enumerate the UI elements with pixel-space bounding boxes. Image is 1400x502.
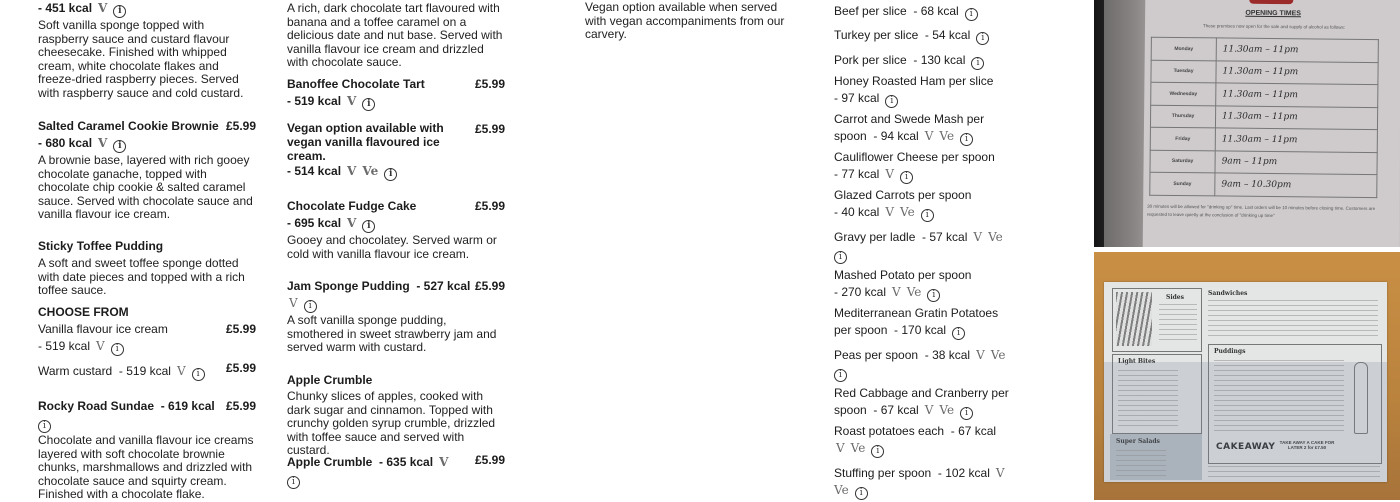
info-circle-icon[interactable]: i	[113, 140, 126, 153]
menu-item	[38, 118, 256, 222]
carvery-item: Cauliflower Cheese per spoon - 77 kcal V i	[834, 150, 995, 182]
vegetarian-icon: V	[885, 205, 895, 219]
vegan-note: Vegan option available when served with vegan accompaniments from our carvery.	[585, 0, 785, 41]
carvery-item: Beef per slice - 68 kcal i	[834, 3, 1009, 21]
placemat: Sides Sandwiches Light Bites Puddings CAKEAWAY TAKE AWAY A CAKE FOR LATER 2 for £7.50 Super Salads	[1104, 282, 1387, 482]
carvery-item: Mediterranean Gratin Potatoes per spoon - 170 kcal i	[834, 306, 999, 338]
vegetarian-icon: V	[976, 348, 985, 362]
vegan-icon: Ve	[939, 129, 955, 143]
item-price: £5.99	[474, 122, 505, 136]
vegetarian-icon: V	[347, 94, 357, 108]
info-circle-icon[interactable]: i	[834, 369, 847, 382]
menu-item	[287, 454, 505, 489]
kcal: - 695 kcal	[287, 216, 342, 230]
carvery-item: Peas per spoon - 38 kcal V Ve i	[834, 348, 1006, 380]
menu-item	[287, 76, 505, 111]
vegetarian-icon: V	[98, 1, 108, 15]
fries-illustration	[1116, 292, 1152, 346]
item-price: £5.99	[474, 199, 505, 213]
menu-item	[287, 198, 505, 261]
vegetarian-icon: V	[439, 455, 449, 469]
hours-table: Monday 11.30am – 11pm Tuesday 11.30am – 11pm Wednesday 11.30am – 11pm Thursday 11.30am – 11pm Friday 11.30am – 11pm Saturday 9am – 11pm Sunday 9am – 10.30pm	[1149, 37, 1379, 198]
cakeaway-label: CAKEAWAY	[1216, 442, 1276, 452]
vegan-icon: Ve	[990, 348, 1006, 362]
menu-item-continued	[38, 0, 256, 100]
kcal: - 635 kcal	[379, 455, 434, 469]
carvery-item: Stuffing per spoon - 102 kcal V Ve i	[834, 466, 1005, 498]
item-price: £5.99	[225, 361, 256, 375]
vegetarian-icon: V	[347, 164, 357, 178]
vegan-icon: Ve	[906, 285, 922, 299]
item-name: Salted Caramel Cookie Brownie	[38, 119, 219, 133]
photo-placemat-menu[interactable]	[1094, 252, 1400, 500]
item-description: Chocolate and vanilla flavour ice creams layered with soft chocolate brownie chunks, marshmallows and drizzled with chocolate sauce and squirty cream. Finished with a chocolate flake.	[38, 433, 254, 501]
item-description: A brownie base, layered with rich gooey chocolate ganache, topped with chocolate chip cookie & salted caramel sauce. Served with chocolate sauce and vanilla flavour ice cream.	[38, 153, 253, 221]
cakeaway-offer: TAKE AWAY A CAKE FOR LATER 2 for £7.50	[1279, 440, 1335, 450]
kcal: - 619 kcal	[160, 399, 215, 413]
menu-item	[38, 238, 256, 298]
info-circle-icon[interactable]: i	[111, 343, 124, 356]
info-circle-icon[interactable]: i	[362, 98, 375, 111]
item-name: Chocolate Fudge Cake	[287, 199, 417, 213]
hand-shadow	[1104, 362, 1387, 482]
menu-item	[287, 121, 505, 181]
kcal: - 514 kcal	[287, 164, 342, 178]
photo-opening-times[interactable]	[1094, 0, 1400, 247]
kcal: - 451 kcal	[38, 1, 93, 15]
vegan-icon: Ve	[939, 403, 955, 417]
kcal: - 680 kcal	[38, 136, 93, 150]
carvery-item: Turkey per slice - 54 kcal i	[834, 27, 1009, 45]
vegetarian-icon: V	[995, 466, 1005, 480]
vegan-icon: Ve	[850, 441, 866, 455]
info-circle-icon[interactable]: i	[952, 327, 965, 340]
vegetarian-icon: V	[924, 403, 934, 417]
item-name: Rocky Road Sundae	[38, 399, 155, 413]
menu-item	[38, 360, 256, 381]
info-circle-icon[interactable]: i	[965, 8, 978, 21]
info-circle-icon[interactable]: i	[927, 289, 940, 302]
menu-item	[287, 278, 505, 355]
item-description: A soft and sweet toffee sponge dotted with date pieces and topped with a rich toffee sauce.	[38, 256, 245, 297]
carvery-item: Roast potatoes each - 67 kcal V Ve i	[834, 424, 997, 456]
carvery-item: Gravy per ladle - 57 kcal V Ve i	[834, 230, 1003, 262]
item-description: Gooey and chocolatey. Served warm or cold with vanilla flavour ice cream.	[287, 233, 497, 261]
kcal: - 519 kcal	[118, 364, 171, 378]
vegetarian-icon: V	[289, 296, 298, 310]
info-circle-icon[interactable]: i	[921, 209, 934, 222]
info-circle-icon[interactable]: i	[900, 171, 913, 184]
vegan-icon: Ve	[900, 205, 915, 219]
item-price: £5.99	[474, 453, 505, 467]
info-circle-icon[interactable]: i	[192, 368, 205, 381]
item-description: Chunky slices of apples, cooked with dark sugar and cinnamon. Topped with crunchy golden syrup crumble, drizzled with toffee sauce and served with custard.	[287, 389, 496, 457]
menu-item-continued	[287, 2, 505, 70]
info-circle-icon[interactable]: i	[960, 407, 973, 420]
vegetarian-icon: V	[885, 167, 895, 181]
sign-title: OPENING TIMES	[1245, 9, 1302, 18]
info-circle-icon[interactable]: i	[384, 168, 397, 181]
item-description: A rich, dark chocolate tart flavoured with banana and a toffee caramel on a delicious date and nut base. Served with vanilla flavour ice cream and drizzled with chocolate sauce.	[287, 1, 503, 69]
vegetarian-icon: V	[836, 441, 845, 455]
kcal: - 519 kcal	[38, 339, 91, 353]
item-description: Soft vanilla sponge topped with raspberry sauce and custard flavour cheesecake. Finished with whipped cream, white chocolate flakes and freeze-dried raspberry pieces. Served with raspberry sauce and cold custard.	[38, 18, 244, 100]
item-price: £5.99	[225, 399, 256, 413]
item-name: Vegan option available with vegan vanilla flavoured ice cream.	[287, 121, 444, 163]
menu-item	[38, 398, 256, 502]
vegetarian-icon: V	[347, 216, 357, 230]
vegan-icon: Ve	[988, 230, 1003, 244]
info-circle-icon[interactable]: i	[834, 251, 847, 264]
vegetarian-icon: V	[96, 339, 105, 353]
item-name: Warm custard	[38, 364, 113, 378]
opening-times-sign	[1143, 0, 1400, 247]
item-name: Jam Sponge Pudding	[287, 279, 410, 293]
vegan-icon: Ve	[834, 483, 849, 497]
section-heading: CHOOSE FROM	[38, 305, 129, 319]
info-circle-icon[interactable]: i	[885, 95, 898, 108]
vegetarian-icon: V	[176, 364, 186, 378]
vegetarian-icon: V	[98, 136, 108, 150]
vegetarian-icon: V	[892, 285, 901, 299]
item-name: Sticky Toffee Pudding	[38, 239, 164, 253]
item-price: £5.99	[474, 77, 505, 91]
kcal: - 527 kcal	[416, 279, 471, 293]
menu-item	[287, 372, 505, 458]
sign-footer: 30 minutes will be allowed for "drinking up" time. Last orders will be 10 minutes before closing time. Customers are requested to leave quietly at the conclusion of "drinking up time"	[1147, 203, 1376, 219]
carvery-item: Red Cabbage and Cranberry per spoon - 67 kcal V Ve i	[834, 386, 1009, 418]
vegetarian-icon: V	[924, 129, 934, 143]
info-circle-icon[interactable]: i	[287, 476, 300, 489]
kcal: - 519 kcal	[287, 94, 342, 108]
carvery-item: Pork per slice - 130 kcal i	[834, 52, 1009, 70]
vegetarian-icon: V	[973, 230, 983, 244]
carvery-item: Mashed Potato per spoon - 270 kcal V Ve i	[834, 268, 972, 300]
info-circle-icon[interactable]: i	[362, 220, 375, 233]
info-circle-icon[interactable]: i	[976, 32, 989, 45]
carvery-item: Honey Roasted Ham per slice - 97 kcal i	[834, 74, 994, 106]
item-name: Vanilla flavour ice cream	[38, 322, 168, 336]
info-circle-icon[interactable]: i	[960, 133, 973, 146]
carvery-item: Glazed Carrots per spoon - 40 kcal V Ve i	[834, 188, 972, 220]
info-circle-icon[interactable]: i	[38, 420, 51, 433]
logo	[1249, 0, 1293, 4]
item-price: £5.99	[225, 322, 256, 336]
carvery-item: Carrot and Swede Mash per spoon - 94 kcal V Ve i	[834, 112, 985, 144]
item-name: Apple Crumble	[287, 373, 373, 387]
info-circle-icon[interactable]: i	[871, 445, 884, 458]
info-circle-icon[interactable]: i	[113, 5, 126, 18]
menu-item	[38, 321, 256, 356]
item-name: Apple Crumble	[287, 455, 373, 469]
info-circle-icon[interactable]: i	[304, 300, 317, 313]
item-price: £5.99	[225, 119, 256, 133]
info-circle-icon[interactable]: i	[971, 57, 984, 70]
item-price: £5.99	[474, 279, 505, 293]
item-name: Banoffee Chocolate Tart	[287, 77, 425, 91]
item-description: A soft vanilla sponge pudding, smothered in sweet strawberry jam and served warm with custard.	[287, 313, 497, 354]
info-circle-icon[interactable]: i	[855, 487, 868, 500]
sign-subtitle: These premises now open for the sale and supply of alcohol as follows:	[1202, 23, 1346, 30]
vegan-icon: Ve	[362, 164, 379, 178]
